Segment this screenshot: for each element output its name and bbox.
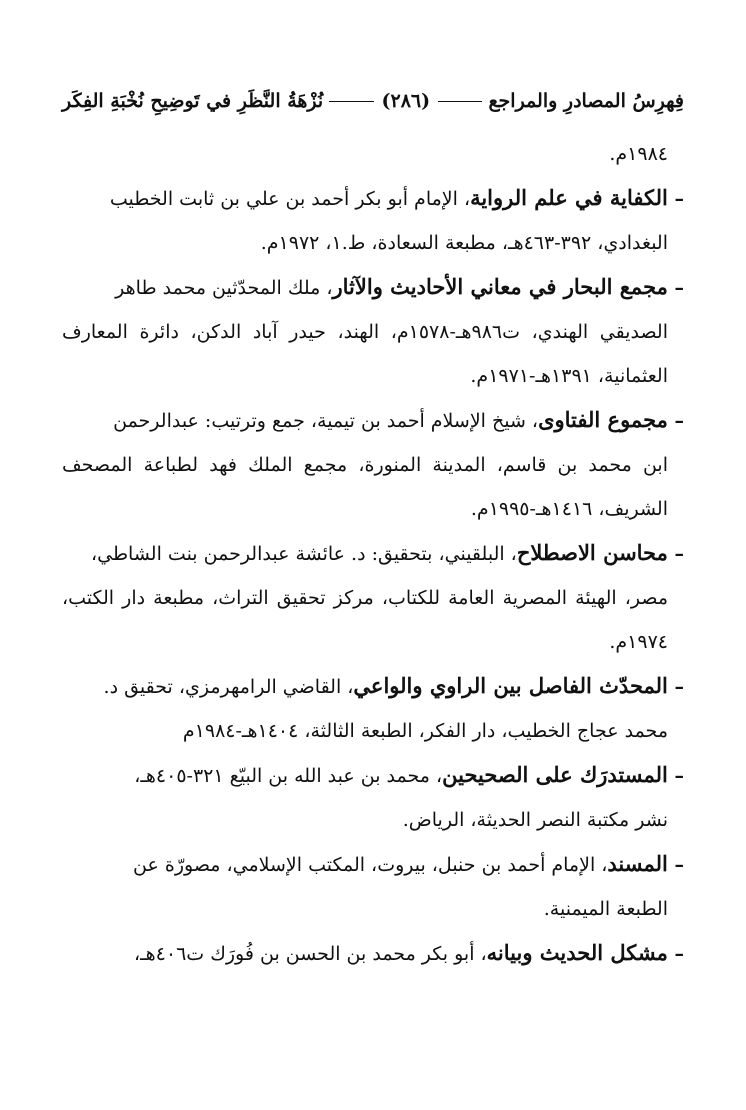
entry-title: محاسن الاصطلاح xyxy=(516,540,668,565)
page-number: (٢٨٦) xyxy=(381,90,431,112)
entry-text: ، أبو بكر محمد بن الحسن بن فُورَك ت٤٠٦هـ، xyxy=(133,943,487,965)
entry-continuation: الصديقي الهندي، ت٩٨٦هـ-١٥٧٨م، الهند، حيدر آباد الدكن، دائرة المعارف العثمانية، ١٣٩١هـ-١٩٧١م. xyxy=(62,321,668,387)
bibliography-entry xyxy=(62,176,684,265)
entry-dash: – xyxy=(667,854,684,876)
entry-text: ، محمد بن عبد الله بن البيّع ٣٢١-٤٠٥هـ، xyxy=(134,765,443,787)
entry-dash: – xyxy=(667,188,684,210)
entry-title: المحدّث الفاصل بين الراوي والواعي xyxy=(353,673,668,698)
entry-continuation: البغدادي، ٣٩٢-٤٦٣هـ، مطبعة السعادة، ط.١، ١٩٧٢م. xyxy=(260,232,668,254)
running-header xyxy=(62,84,684,118)
entry-continuation: محمد عجاج الخطيب، دار الفكر، الطبعة الثالثة، ١٤٠٤هـ-١٩٨٤م xyxy=(182,720,668,742)
header-section-title: فِهرِسُ المصادرِ والمراجع xyxy=(488,90,684,112)
continuation-line: ١٩٨٤م. xyxy=(609,143,668,165)
entry-dash: – xyxy=(667,277,684,299)
bibliography-entry xyxy=(62,531,684,664)
entry-dash: – xyxy=(667,676,684,698)
header-rule-right xyxy=(438,101,482,102)
bibliography-entry xyxy=(62,753,684,842)
entry-text: ، شيخ الإسلام أحمد بن تيمية، جمع وترتيب: عبدالرحمن xyxy=(113,410,539,432)
entry-dash: – xyxy=(667,410,684,432)
entry-continuation: الطبعة الميمنية. xyxy=(543,898,668,920)
entry-title: مجموع الفتاوى xyxy=(538,407,668,432)
entry-continuation: ابن محمد بن قاسم، المدينة المنورة، مجمع الملك فهد لطباعة المصحف الشريف، ١٤١٦هـ-١٩٩٥م. xyxy=(62,454,668,520)
bibliography-body xyxy=(62,132,684,976)
entry-title: الكفاية في علم الرواية xyxy=(470,185,668,210)
entry-continuation: مصر، الهيئة المصرية العامة للكتاب، مركز تحقيق التراث، مطبعة دار الكتب، ١٩٧٤م. xyxy=(62,587,668,653)
entry-text: ، البلقيني، بتحقيق: د. عائشة عبدالرحمن بنت الشاطي، xyxy=(90,543,517,565)
entry-text: ، الإمام أحمد بن حنبل، بيروت، المكتب الإسلامي، مصورّة عن xyxy=(133,854,608,876)
entry-text: ، القاضي الرامهرمزي، تحقيق د. xyxy=(103,676,354,698)
bibliography-entry xyxy=(62,664,684,753)
bibliography-entry xyxy=(62,398,684,531)
header-book-title: نُزْهَةُ النَّظَرِ في تَوضِيحِ نُخْبَةِ الفِكَر xyxy=(62,90,324,112)
bibliography-entry xyxy=(62,931,684,976)
entry-title: مجمع البحار في معاني الأحاديث والآثار xyxy=(332,274,668,299)
header-rule-left xyxy=(329,101,373,102)
bibliography-entry xyxy=(62,265,684,398)
entry-dash: – xyxy=(667,765,684,787)
bibliography-entry xyxy=(62,842,684,931)
entry-title: المسند xyxy=(607,851,668,876)
entry-title: المستدرَك على الصحيحين xyxy=(442,762,668,787)
entry-text: ، ملك المحدّثين محمد طاهر xyxy=(115,277,333,299)
entry-continuation: نشر مكتبة النصر الحديثة، الرياض. xyxy=(402,809,668,831)
entry-dash: – xyxy=(667,943,684,965)
entry-text: ، الإمام أبو بكر أحمد بن علي بن ثابت الخطيب xyxy=(109,188,471,210)
entry-dash: – xyxy=(667,543,684,565)
entry-title: مشكل الحديث وبيانه xyxy=(486,940,668,965)
